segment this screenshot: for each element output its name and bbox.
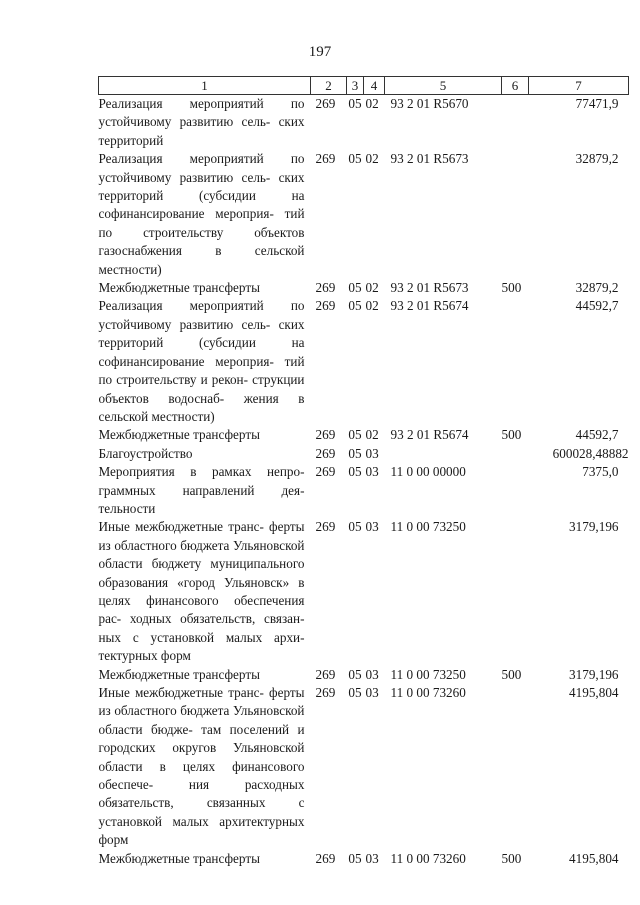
page-number: 197 [308,44,332,60]
table-header [99,77,629,95]
row-name: Реализация мероприятий по устойчивому развитию сель- ских территорий (субсидии на софинансирование мероприя- тий по строительству объектов газоснабжения в сельской местности) [98,151,305,277]
row-vr [502,95,529,151]
row-pr: 03 [365,519,379,535]
row-sum: 3179,196 [569,666,619,682]
row-cs: 11 0 00 73250 [390,519,466,535]
table-row [99,684,629,850]
row-vr [502,518,529,665]
row-vr: 500 [501,666,522,682]
row-gr: 269 [315,519,336,535]
row-gr: 269 [315,850,336,866]
row-rz: 05 [348,850,362,866]
row-cs: 11 0 00 73260 [390,685,466,700]
row-name: Межбюджетные трансферты [98,850,260,866]
row-name: Мероприятия в рамках непро- граммных направлений дея- тельности [98,464,305,516]
row-name: Реализация мероприятий по устойчивому развитию сель- ских территорий [98,96,305,148]
row-cs: 93 2 01 R5673 [390,280,469,296]
row-name: Межбюджетные трансферты [98,427,260,443]
row-vr [502,463,529,518]
row-gr: 269 [315,685,336,700]
table-row [99,297,629,426]
row-gr: 269 [315,298,336,314]
row-gr: 269 [315,151,336,167]
row-vr: 500 [501,427,522,443]
row-pr: 03 [365,666,379,682]
row-sum: 4195,804 [569,850,619,866]
row-rz: 05 [348,685,362,700]
row-rz: 05 [348,280,362,296]
row-pr: 02 [365,151,379,167]
row-rz: 05 [348,96,362,111]
row-name: Реализация мероприятий по устойчивому развитию сель- ских территорий (субсидии на софинансирование мероприя- тий по строительству и рекон- струкции объектов водоснаб- жения в сельской местности) [98,298,305,424]
row-pr: 03 [365,850,379,866]
row-cs: 93 2 01 R5670 [390,96,469,111]
row-cs: 11 0 00 73250 [390,666,466,682]
table-row [99,666,629,684]
row-pr: 03 [365,445,379,461]
row-sum: 44592,7 [575,298,619,314]
row-vr [502,445,529,463]
row-name: Межбюджетные трансферты [98,666,260,682]
row-gr: 269 [315,427,336,443]
row-rz: 05 [348,666,362,682]
table-row [99,95,629,151]
header-cell: 2 [311,77,347,95]
row-sum: 7375,0 [582,464,619,480]
row-pr: 03 [365,685,379,700]
row-gr: 269 [315,96,336,111]
table-row [99,518,629,665]
table-row [99,150,629,279]
table-row [99,279,629,297]
row-pr: 03 [365,464,379,480]
row-rz: 05 [348,464,362,480]
row-pr: 02 [365,96,379,111]
row-cs: 93 2 01 R5673 [390,151,469,167]
row-name: Межбюджетные трансферты [98,280,260,296]
row-name: Иные межбюджетные транс- ферты из областного бюджета Ульяновской области бюдже- там поселений и городских округов Ульяновской области в целях финансового обеспече- ния расходных обязательств, связанных с установкой малых архитектурных форм [98,685,305,848]
row-sum: 32879,2 [575,151,619,167]
row-vr [502,297,529,426]
row-rz: 05 [348,151,362,167]
row-rz: 05 [348,519,362,535]
row-name: Благоустройство [98,445,193,461]
header-cell: 4 [364,77,385,95]
row-name: Иные межбюджетные транс- ферты из областного бюджета Ульяновской области бюджету муниципального образования «город Ульяновск» в целях финансового обеспечения рас- ходных обязательств, связан- ных с установкой малых архи- тектурных форм [98,519,305,664]
header-cell: 6 [502,77,529,95]
row-cs: 93 2 01 R5674 [390,298,469,314]
row-sum: 3179,196 [569,519,619,535]
row-cs: 11 0 00 73260 [390,850,466,866]
row-rz: 05 [348,427,362,443]
header-cell: 1 [99,77,311,95]
header-row [99,77,629,95]
row-vr [502,150,529,279]
row-rz: 05 [348,445,362,461]
table-body [99,95,629,869]
header-cell: 3 [347,77,364,95]
row-vr: 500 [501,850,522,866]
row-pr: 02 [365,280,379,296]
row-sum: 4195,804 [569,685,619,700]
row-cs: 11 0 00 00000 [390,464,466,480]
row-rz: 05 [348,298,362,314]
row-vr: 500 [501,280,522,296]
table-row [99,463,629,518]
budget-table [98,76,629,868]
header-cell: 7 [529,77,629,95]
row-sum: 32879,2 [575,280,619,296]
row-sum: 600028,48882 [552,445,629,461]
row-gr: 269 [315,445,336,461]
header-cell: 5 [385,77,502,95]
row-gr: 269 [315,666,336,682]
row-cs [385,445,502,463]
row-pr: 02 [365,427,379,443]
table-row [99,426,629,444]
row-gr: 269 [315,280,336,296]
row-sum: 44592,7 [575,427,619,443]
row-sum: 77471,9 [575,96,619,111]
row-cs: 93 2 01 R5674 [390,427,469,443]
row-pr: 02 [365,298,379,314]
row-gr: 269 [315,464,336,480]
row-vr [502,684,529,850]
table-row [99,445,629,463]
table-row [99,850,629,868]
